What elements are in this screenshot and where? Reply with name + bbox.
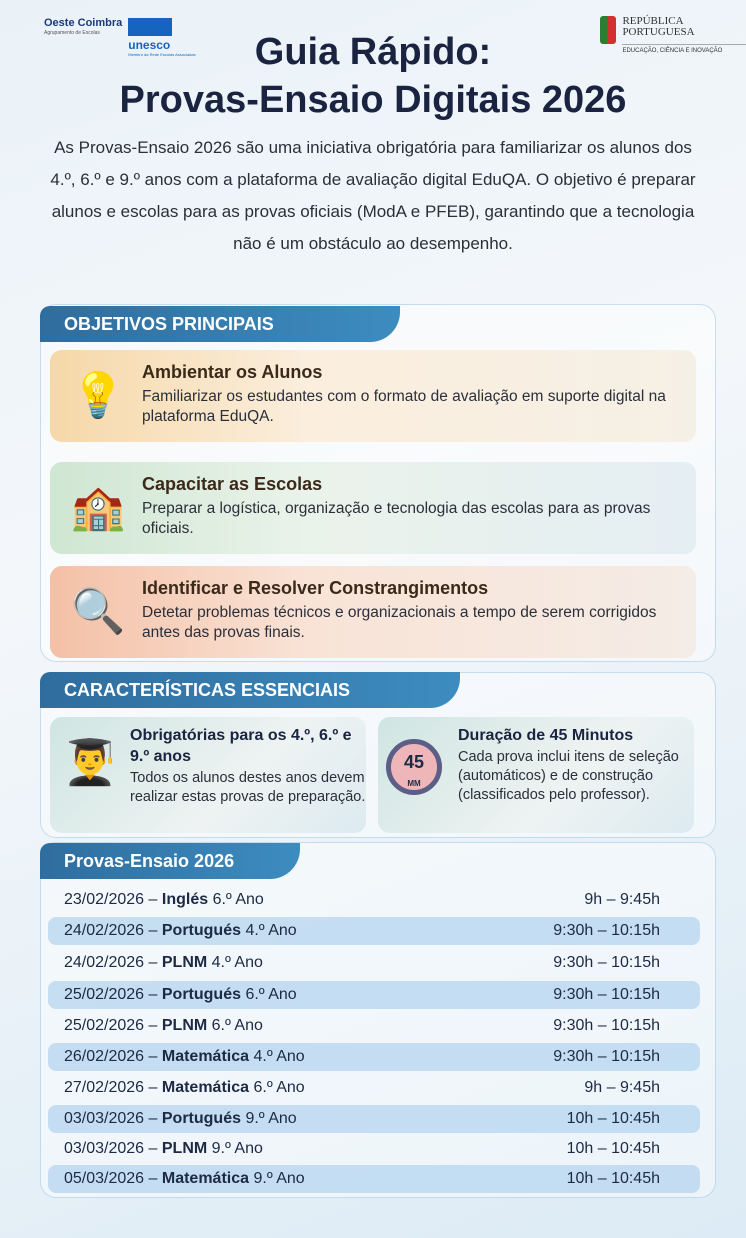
feature-card — [50, 717, 366, 833]
objective-card — [50, 350, 696, 442]
objective-title: Capacitar as Escolas — [142, 474, 323, 494]
exam-time: 10h – 10:45h — [566, 1140, 660, 1157]
feature-title: Duração de 45 Minutos — [458, 727, 634, 744]
exam-subject: Inglés — [161, 891, 209, 908]
feature-text: Cada prova inclui itens de seleção (automáticos) e de construção (classificados pelo professor). — [458, 749, 679, 803]
feature-card — [378, 717, 694, 833]
exam-date: 27/02/2026 – — [64, 1079, 158, 1096]
schedule-row — [48, 886, 700, 914]
exam-time: 9:30h – 10:15h — [553, 986, 660, 1003]
schedule-row — [48, 917, 700, 945]
schedule-row — [48, 949, 700, 977]
provas-heading: Provas-Ensaio 2026 — [40, 843, 300, 879]
exam-time: 10h – 10:45h — [566, 1110, 660, 1127]
school-name: Oeste Coimbra — [44, 17, 123, 29]
students-icon: 👨‍🎓 — [62, 738, 118, 787]
exam-year: 6.º Ano — [211, 1017, 263, 1034]
schedule-row — [48, 1165, 700, 1193]
objetivos-heading: OBJETIVOS PRINCIPAIS — [40, 306, 400, 342]
exam-time: 9:30h – 10:15h — [553, 1017, 660, 1034]
objective-text: Familiarizar os estudantes com o formato de avaliação em suporte digital na plataforma EduQA. — [142, 388, 666, 425]
schedule-row — [48, 1105, 700, 1133]
objective-card — [50, 462, 696, 554]
schedule-row — [48, 981, 700, 1009]
title-line-1: Guia Rápido: — [254, 31, 492, 73]
feature-title: Obrigatórias para os 4.º, 6.º e 9.º anos — [130, 727, 352, 765]
exam-year: 6.º Ano — [245, 986, 297, 1003]
exam-year: 4.º Ano — [211, 954, 263, 971]
stopwatch-unit: MM — [407, 779, 421, 788]
exam-subject: Matemática — [161, 1048, 250, 1065]
exam-year: 9.º Ano — [253, 1170, 305, 1187]
page-title — [0, 28, 746, 124]
schedule-row — [48, 1012, 700, 1040]
exam-date: 03/03/2026 – — [64, 1110, 158, 1127]
exam-time: 9:30h – 10:15h — [553, 954, 660, 971]
exam-time: 9:30h – 10:15h — [553, 922, 660, 939]
stopwatch-icon — [386, 739, 442, 795]
objective-title: Identificar e Resolver Constrangimentos — [142, 578, 489, 598]
exam-subject: Matemática — [161, 1079, 250, 1096]
exam-date: 23/02/2026 – — [64, 891, 158, 908]
schedule-row — [48, 1043, 700, 1071]
magnifier-wrench-icon: 🔍 — [70, 587, 126, 636]
objective-title: Ambientar os Alunos — [142, 362, 323, 382]
exam-subject: Matemática — [161, 1170, 250, 1187]
exam-subject: PLNM — [161, 1017, 208, 1034]
exam-year: 4.º Ano — [253, 1048, 305, 1065]
exam-time: 9h – 9:45h — [584, 891, 660, 908]
exam-subject: PLNM — [161, 1140, 208, 1157]
title-line-2: Provas-Ensaio Digitais 2026 — [119, 79, 627, 121]
exam-date: 24/02/2026 – — [64, 922, 158, 939]
exam-time: 10h – 10:45h — [566, 1170, 660, 1187]
caracteristicas-heading: CARACTERÍSTICAS ESSENCIAIS — [40, 672, 460, 708]
feature-text: Todos os alunos destes anos devem realizar estas provas de preparação. — [130, 770, 366, 805]
exam-time: 9h – 9:45h — [584, 1079, 660, 1096]
exam-subject: Portugués — [161, 986, 241, 1003]
gov-subtitle: EDUCAÇÃO, CIÊNCIA E INOVAÇÃO — [622, 44, 746, 55]
exam-year: 9.º Ano — [211, 1140, 263, 1157]
intro-text: As Provas-Ensaio 2026 são uma iniciativa obrigatória para familiarizar os alunos dos 4.º, 6.º e 9.º anos com a plataforma de avaliação digital EduQA. O objetivo é preparar alunos e escolas para as provas oficiais (ModA e PFEB), garantindo que a tecnologia não é um obstáculo ao desempenho. — [50, 138, 696, 253]
school-subtitle: Agrupamento de Escolas — [44, 30, 100, 36]
exam-subject: Portugués — [161, 1110, 241, 1127]
exam-subject: Portugués — [161, 922, 241, 939]
lightbulb-brain-icon: 💡 — [70, 371, 126, 420]
exam-date: 03/03/2026 – — [64, 1140, 158, 1157]
exam-year: 6.º Ano — [253, 1079, 305, 1096]
exam-date: 25/02/2026 – — [64, 1017, 158, 1034]
exam-date: 25/02/2026 – — [64, 986, 158, 1003]
schedule-row — [48, 1074, 700, 1102]
unesco-subtitle: Membro da Rede Escolas Associadas — [128, 52, 196, 57]
school-building-icon: 🏫 — [70, 483, 126, 532]
exam-year: 9.º Ano — [245, 1110, 297, 1127]
objective-text: Detetar problemas técnicos e organizacionais a tempo de serem corrigidos antes das provas finais. — [142, 604, 657, 641]
exam-year: 4.º Ano — [245, 922, 297, 939]
objective-card — [50, 566, 696, 658]
exam-date: 24/02/2026 – — [64, 954, 158, 971]
schedule-row — [48, 1135, 700, 1163]
gov-name: REPÚBLICA PORTUGUESA — [622, 15, 695, 38]
stopwatch-minutes: 45 — [403, 752, 425, 772]
exam-year: 6.º Ano — [212, 891, 264, 908]
exam-date: 05/03/2026 – — [64, 1170, 158, 1187]
exam-date: 26/02/2026 – — [64, 1048, 158, 1065]
unesco-name: unesco — [128, 38, 171, 52]
exam-subject: PLNM — [161, 954, 208, 971]
exam-time: 9:30h – 10:15h — [553, 1048, 660, 1065]
objective-text: Preparar a logística, organização e tecnologia das escolas para as provas oficiais. — [142, 500, 651, 537]
